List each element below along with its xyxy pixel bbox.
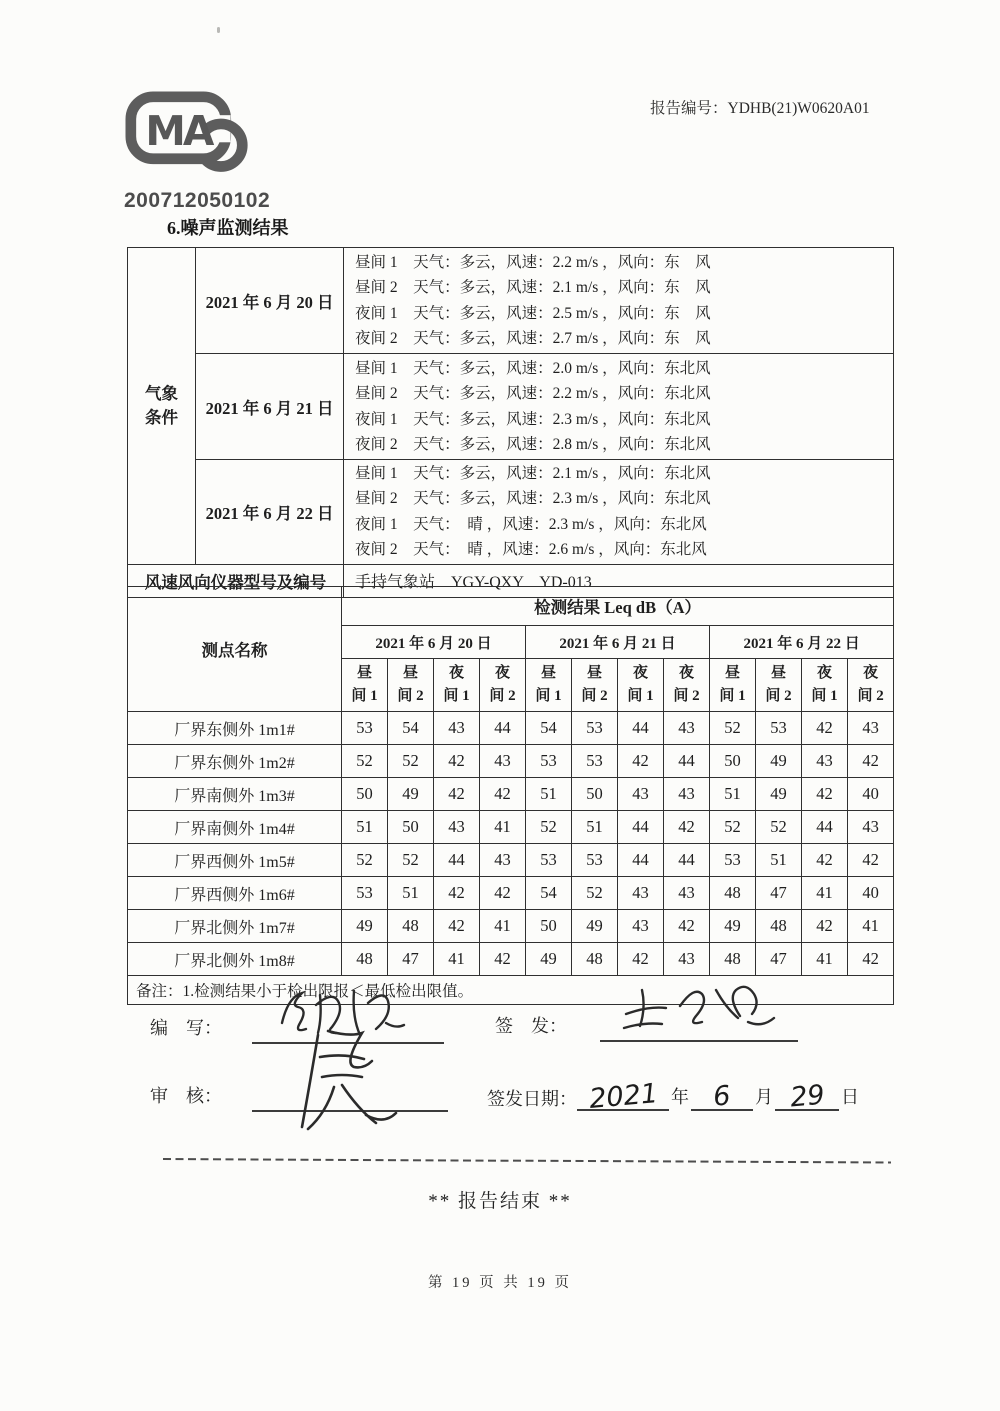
weather-details [344, 248, 894, 354]
report-number-value: YDHB(21)W0620A01 [727, 100, 870, 117]
value-cell: 41 [480, 910, 526, 943]
weather-row-header [128, 248, 196, 565]
value-cell: 53 [756, 712, 802, 745]
point-name: 厂界西侧外 1m5# [128, 844, 342, 877]
value-cell: 51 [388, 877, 434, 910]
report-number [650, 96, 870, 118]
value-cell: 42 [434, 877, 480, 910]
writer-signature-line [252, 1002, 444, 1044]
value-cell: 51 [342, 811, 388, 844]
table-row [128, 844, 894, 877]
period-header-line: 间 2 [581, 688, 608, 704]
point-name: 厂界东侧外 1m1# [128, 712, 342, 745]
weather-details [344, 354, 894, 460]
weather-line: 夜间 1 天气： 晴 ，风速：2.3 m/s ，风向：东北风 [355, 515, 707, 533]
value-cell: 50 [342, 778, 388, 811]
value-cell: 42 [434, 778, 480, 811]
value-cell: 43 [434, 811, 480, 844]
weather-table [127, 247, 894, 598]
issue-date-day: 29 [788, 1079, 826, 1114]
value-cell: 43 [848, 712, 894, 745]
value-cell: 49 [756, 745, 802, 778]
weather-line: 夜间 1 天气：多云，风速：2.3 m/s ，风向：东北风 [355, 410, 711, 428]
period-header [526, 659, 572, 712]
issue-date-day-line [775, 1078, 839, 1114]
weather-row-header-line: 条件 [145, 407, 178, 427]
value-cell: 51 [710, 778, 756, 811]
value-cell: 49 [526, 943, 572, 976]
value-cell: 44 [618, 712, 664, 745]
period-header-line: 间 2 [397, 688, 424, 704]
table-row [128, 745, 894, 778]
weather-date: 2021 年 6 月 20 日 [196, 248, 344, 354]
value-cell: 43 [480, 844, 526, 877]
weather-line: 昼间 1 天气：多云，风速：2.2 m/s ，风向：东 风 [355, 253, 711, 271]
table-row [128, 778, 894, 811]
value-cell: 41 [848, 910, 894, 943]
period-header-line: 间 2 [857, 688, 884, 704]
issue-date-month-line [691, 1078, 753, 1111]
value-cell: 53 [710, 844, 756, 877]
value-cell: 53 [342, 712, 388, 745]
value-cell: 53 [572, 712, 618, 745]
day-char: 日 [841, 1087, 859, 1107]
point-name: 厂界北侧外 1m7# [128, 910, 342, 943]
cma-logo-icon [124, 90, 250, 182]
weather-row [128, 248, 894, 354]
period-header-line: 间 1 [811, 688, 838, 704]
weather-line: 夜间 1 天气：多云，风速：2.5 m/s ，风向：东 风 [355, 304, 711, 322]
period-header-line: 夜 [816, 665, 832, 681]
report-number-label: 报告编号： [650, 100, 728, 117]
period-header-line: 昼 [356, 665, 372, 681]
value-cell: 42 [802, 712, 848, 745]
period-header [342, 659, 388, 712]
weather-line: 昼间 1 天气：多云，风速：2.1 m/s ，风向：东北风 [355, 465, 711, 482]
reviewer-signature-line [252, 1070, 448, 1112]
table-row [128, 943, 894, 976]
dashed-separator [163, 1158, 891, 1164]
value-cell: 42 [848, 745, 894, 778]
value-cell: 52 [756, 811, 802, 844]
value-cell: 42 [664, 811, 710, 844]
period-header-line: 夜 [448, 665, 464, 681]
value-cell: 43 [664, 778, 710, 811]
value-cell: 48 [756, 910, 802, 943]
year-char: 年 [671, 1087, 689, 1107]
value-cell: 42 [480, 877, 526, 910]
period-header [802, 659, 848, 712]
period-header [710, 659, 756, 712]
weather-line: 昼间 2 天气：多云，风速：2.3 m/s ，风向：东北风 [355, 490, 711, 508]
value-cell: 43 [618, 877, 664, 910]
value-cell: 42 [480, 778, 526, 811]
weather-row [128, 354, 894, 460]
period-header-line: 间 1 [443, 688, 470, 704]
value-cell: 42 [480, 943, 526, 976]
period-header-line: 间 1 [535, 688, 562, 704]
value-cell: 44 [618, 811, 664, 844]
instrument-label: 风速风向仪器型号及编号 [128, 564, 344, 597]
value-cell: 43 [664, 712, 710, 745]
period-header-line: 夜 [863, 665, 879, 681]
period-header [480, 659, 526, 712]
value-cell: 53 [342, 877, 388, 910]
value-cell: 42 [664, 910, 710, 943]
issue-date-label: 签发日期： [487, 1089, 577, 1109]
weather-row-header-line: 气象 [145, 383, 178, 403]
period-header-line: 昼 [540, 665, 556, 681]
point-name: 厂界北侧外 1m8# [128, 943, 342, 976]
value-cell: 43 [480, 745, 526, 778]
period-header [756, 659, 802, 712]
scan-speck [217, 27, 220, 33]
period-header-line: 间 2 [489, 688, 516, 704]
section-title: 6.噪声监测结果 [167, 218, 289, 238]
writer-label: 编 写： [150, 1018, 222, 1038]
value-cell: 43 [802, 745, 848, 778]
value-cell: 43 [618, 778, 664, 811]
value-cell: 50 [388, 811, 434, 844]
value-cell: 42 [434, 910, 480, 943]
period-header-line: 昼 [402, 665, 418, 681]
point-name-header: 测点名称 [128, 587, 342, 712]
weather-row [128, 460, 894, 565]
value-cell: 49 [388, 778, 434, 811]
value-cell: 42 [618, 943, 664, 976]
value-cell: 47 [756, 943, 802, 976]
value-cell: 42 [618, 745, 664, 778]
note-text: 备注：1.检测结果小于检出限报＜最低检出限值。 [128, 976, 894, 1005]
value-cell: 41 [802, 877, 848, 910]
period-header-line: 间 2 [673, 688, 700, 704]
weather-line: 昼间 2 天气：多云，风速：2.1 m/s ，风向：东 风 [355, 279, 711, 297]
value-cell: 44 [434, 844, 480, 877]
value-cell: 49 [342, 910, 388, 943]
results-date: 2021 年 6 月 21 日 [526, 626, 710, 659]
issue-date-year: 2021 [587, 1078, 659, 1115]
value-cell: 52 [342, 745, 388, 778]
value-cell: 44 [664, 745, 710, 778]
period-header-line: 昼 [724, 665, 740, 681]
value-cell: 42 [848, 943, 894, 976]
value-cell: 44 [664, 844, 710, 877]
weather-line: 昼间 1 天气：多云，风速：2.0 m/s ，风向：东北风 [355, 359, 711, 377]
value-cell: 52 [526, 811, 572, 844]
value-cell: 52 [388, 844, 434, 877]
period-header-line: 间 1 [719, 688, 746, 704]
value-cell: 47 [388, 943, 434, 976]
value-cell: 41 [434, 943, 480, 976]
value-cell: 52 [342, 844, 388, 877]
value-cell: 51 [756, 844, 802, 877]
value-cell: 49 [710, 910, 756, 943]
value-cell: 53 [572, 844, 618, 877]
value-cell: 48 [710, 943, 756, 976]
value-cell: 44 [480, 712, 526, 745]
value-cell: 42 [802, 778, 848, 811]
value-cell: 52 [710, 712, 756, 745]
period-header [848, 659, 894, 712]
period-header-line: 夜 [494, 665, 510, 681]
value-cell: 51 [526, 778, 572, 811]
period-header [434, 659, 480, 712]
point-name: 厂界东侧外 1m2# [128, 745, 342, 778]
issuer-signature-line [600, 1000, 798, 1042]
cma-letters: MA [145, 107, 212, 156]
period-header-line: 昼 [586, 665, 602, 681]
cma-cert-number: 200712050102 [124, 189, 271, 212]
value-cell: 42 [434, 745, 480, 778]
point-name: 厂界南侧外 1m4# [128, 811, 342, 844]
value-cell: 43 [664, 943, 710, 976]
issue-date-month: 6 [712, 1080, 733, 1113]
value-cell: 43 [618, 910, 664, 943]
issue-date-year-line [577, 1078, 669, 1115]
results-date: 2021 年 6 月 20 日 [342, 626, 526, 659]
point-name: 厂界南侧外 1m3# [128, 778, 342, 811]
weather-line: 夜间 2 天气：多云，风速：2.7 m/s ，风向：东 风 [355, 329, 711, 347]
results-header: 检测结果 Leq dB（A） [342, 587, 894, 626]
period-header-line: 夜 [678, 665, 694, 681]
value-cell: 50 [710, 745, 756, 778]
results-date: 2021 年 6 月 22 日 [710, 626, 894, 659]
results-header-row [128, 587, 894, 626]
value-cell: 53 [572, 745, 618, 778]
value-cell: 52 [388, 745, 434, 778]
value-cell: 40 [848, 877, 894, 910]
value-cell: 52 [710, 811, 756, 844]
period-header-line: 间 1 [627, 688, 654, 704]
period-header-line: 间 1 [351, 688, 378, 704]
point-name: 厂界西侧外 1m6# [128, 877, 342, 910]
value-cell: 51 [572, 811, 618, 844]
value-cell: 48 [342, 943, 388, 976]
weather-line: 昼间 2 天气：多云，风速：2.2 m/s ，风向：东北风 [355, 385, 711, 403]
period-header [388, 659, 434, 712]
issue-date [487, 1078, 861, 1115]
value-cell: 52 [572, 877, 618, 910]
weather-line: 夜间 2 天气： 晴 ，风速：2.6 m/s ，风向：东北风 [355, 541, 707, 559]
value-cell: 48 [572, 943, 618, 976]
value-cell: 49 [756, 778, 802, 811]
value-cell: 44 [618, 844, 664, 877]
value-cell: 43 [848, 811, 894, 844]
table-row [128, 712, 894, 745]
period-header [618, 659, 664, 712]
value-cell: 48 [388, 910, 434, 943]
value-cell: 44 [802, 811, 848, 844]
weather-details [344, 460, 894, 565]
period-header [664, 659, 710, 712]
period-header-line: 夜 [632, 665, 648, 681]
value-cell: 54 [526, 877, 572, 910]
value-cell: 53 [526, 844, 572, 877]
value-cell: 41 [802, 943, 848, 976]
value-cell: 42 [802, 910, 848, 943]
table-row [128, 877, 894, 910]
value-cell: 54 [388, 712, 434, 745]
weather-date: 2021 年 6 月 22 日 [196, 460, 344, 565]
report-end-text: ** 报告结束 ** [428, 1191, 572, 1212]
value-cell: 48 [710, 877, 756, 910]
period-header-line: 昼 [770, 665, 786, 681]
weather-date: 2021 年 6 月 21 日 [196, 354, 344, 460]
value-cell: 42 [848, 844, 894, 877]
value-cell: 43 [664, 877, 710, 910]
period-header [572, 659, 618, 712]
month-char: 月 [755, 1087, 773, 1107]
value-cell: 40 [848, 778, 894, 811]
value-cell: 54 [526, 712, 572, 745]
instrument-value: 手持气象站 YGY-QXY YD-013 [344, 564, 894, 597]
value-cell: 50 [526, 910, 572, 943]
value-cell: 53 [526, 745, 572, 778]
period-header-line: 间 2 [765, 688, 792, 704]
value-cell: 43 [434, 712, 480, 745]
value-cell: 47 [756, 877, 802, 910]
value-cell: 50 [572, 778, 618, 811]
issuer-label: 签 发： [495, 1016, 567, 1036]
page-number: 第 19 页 共 19 页 [427, 1275, 573, 1291]
reviewer-label: 审 核： [150, 1086, 222, 1106]
value-cell: 41 [480, 811, 526, 844]
weather-line: 夜间 2 天气：多云，风速：2.8 m/s ，风向：东北风 [355, 435, 711, 453]
value-cell: 49 [572, 910, 618, 943]
table-row [128, 811, 894, 844]
results-table [127, 586, 894, 1005]
value-cell: 42 [802, 844, 848, 877]
cma-logo [124, 90, 274, 213]
table-row [128, 910, 894, 943]
